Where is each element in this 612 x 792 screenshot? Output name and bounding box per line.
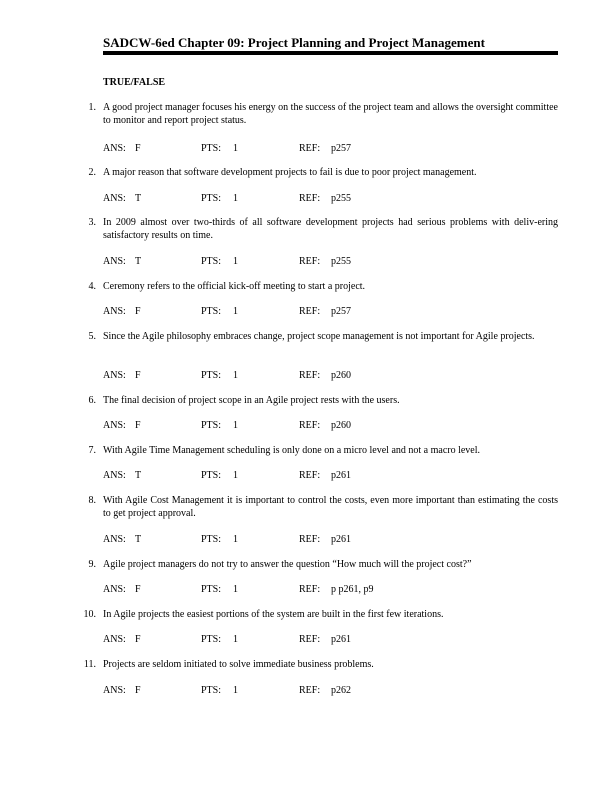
ans-label: ANS: xyxy=(103,370,126,381)
section-heading: TRUE/FALSE xyxy=(103,77,166,88)
question-text: In Agile projects the easiest portions of the system are built in the first few iterations. xyxy=(103,609,444,620)
ans-value: T xyxy=(135,256,142,267)
pts-value: 1 xyxy=(233,256,238,267)
pts-value: 1 xyxy=(233,634,238,645)
ans-value: F xyxy=(135,370,141,381)
question-number: 10. xyxy=(83,609,96,620)
answer-line xyxy=(0,684,612,697)
ans-label: ANS: xyxy=(103,420,126,431)
title-rule xyxy=(103,51,558,55)
ref-label: REF: xyxy=(299,143,321,154)
ans-value: F xyxy=(135,420,141,431)
question-number: 1. xyxy=(88,102,96,113)
pts-label: PTS: xyxy=(201,256,222,267)
ref-label: REF: xyxy=(299,370,321,381)
ans-value: T xyxy=(135,193,142,204)
pts-label: PTS: xyxy=(201,143,222,154)
pts-label: PTS: xyxy=(201,193,222,204)
answer-line xyxy=(0,192,612,205)
ans-label: ANS: xyxy=(103,584,126,595)
pts-value: 1 xyxy=(233,685,238,696)
answer-line xyxy=(0,255,612,268)
question-number: 7. xyxy=(88,445,96,456)
ans-value: T xyxy=(135,470,142,481)
pts-value: 1 xyxy=(233,193,238,204)
answer-line xyxy=(0,142,612,155)
pts-label: PTS: xyxy=(201,685,222,696)
answer-line xyxy=(0,305,612,318)
ans-value: F xyxy=(135,306,141,317)
ans-value: F xyxy=(135,584,141,595)
pts-label: PTS: xyxy=(201,534,222,545)
pts-value: 1 xyxy=(233,306,238,317)
pts-value: 1 xyxy=(233,534,238,545)
pts-value: 1 xyxy=(233,584,238,595)
pts-label: PTS: xyxy=(201,420,222,431)
question-number: 6. xyxy=(88,395,96,406)
pts-value: 1 xyxy=(233,143,238,154)
ans-label: ANS: xyxy=(103,470,126,481)
question-number: 11. xyxy=(83,659,96,670)
question-number: 9. xyxy=(88,559,96,570)
ref-value: p261 xyxy=(331,470,351,481)
answer-line xyxy=(0,533,612,546)
answer-line xyxy=(0,369,612,382)
question-text: Projects are seldom initiated to solve immediate business problems. xyxy=(103,659,374,670)
ans-value: F xyxy=(135,634,141,645)
question-text: The final decision of project scope in an Agile project rests with the users. xyxy=(103,395,400,406)
pts-label: PTS: xyxy=(201,584,222,595)
pts-label: PTS: xyxy=(201,634,222,645)
ans-value: F xyxy=(135,143,141,154)
question-number: 3. xyxy=(88,217,96,228)
ans-label: ANS: xyxy=(103,306,126,317)
ref-value: p257 xyxy=(331,143,351,154)
question-text: Ceremony refers to the official kick-off meeting to start a project. xyxy=(103,281,366,292)
ref-value: p p261, p9 xyxy=(331,584,374,595)
ans-label: ANS: xyxy=(103,685,126,696)
question-text: A major reason that software development projects to fail is due to poor project management. xyxy=(103,167,477,178)
pts-label: PTS: xyxy=(201,470,222,481)
ref-label: REF: xyxy=(299,420,321,431)
ref-label: REF: xyxy=(299,470,321,481)
ref-value: p261 xyxy=(331,634,351,645)
question-text: Agile project managers do not try to answer the question “How much will the project cost?” xyxy=(103,559,472,570)
ref-value: p260 xyxy=(331,420,351,431)
ref-label: REF: xyxy=(299,685,321,696)
ans-value: F xyxy=(135,685,141,696)
ans-label: ANS: xyxy=(103,534,126,545)
question-text: In 2009 almost over two-thirds of all software development projects had serious problems with deliv-ering satisfactory results on time. xyxy=(103,217,558,241)
pts-value: 1 xyxy=(233,370,238,381)
ref-label: REF: xyxy=(299,634,321,645)
answer-line xyxy=(0,583,612,596)
question-text: With Agile Cost Management it is important to control the costs, even more important than estimating the costs to get project approval. xyxy=(103,495,558,519)
page-title: SADCW-6ed Chapter 09: Project Planning and Project Management xyxy=(103,35,485,50)
ref-value: p261 xyxy=(331,534,351,545)
answer-line xyxy=(0,419,612,432)
ref-value: p255 xyxy=(331,193,351,204)
ans-label: ANS: xyxy=(103,634,126,645)
answer-line xyxy=(0,633,612,646)
ref-value: p260 xyxy=(331,370,351,381)
pts-label: PTS: xyxy=(201,370,222,381)
ref-label: REF: xyxy=(299,534,321,545)
ref-value: p257 xyxy=(331,306,351,317)
question-text: A good project manager focuses his energy on the success of the project team and allows the oversight committee to monitor and report project status. xyxy=(103,102,558,126)
ref-label: REF: xyxy=(299,256,321,267)
question-number: 2. xyxy=(88,167,96,178)
ref-value: p262 xyxy=(331,685,351,696)
ref-value: p255 xyxy=(331,256,351,267)
ans-label: ANS: xyxy=(103,256,126,267)
question-number: 5. xyxy=(88,331,96,342)
ans-label: ANS: xyxy=(103,143,126,154)
ans-value: T xyxy=(135,534,142,545)
pts-value: 1 xyxy=(233,420,238,431)
question-number: 4. xyxy=(88,281,96,292)
ref-label: REF: xyxy=(299,584,321,595)
question-text: Since the Agile philosophy embraces change, project scope management is not important for Agile projects. xyxy=(103,331,535,342)
question-text: With Agile Time Management scheduling is only done on a micro level and not a macro level. xyxy=(103,445,481,456)
ref-label: REF: xyxy=(299,306,321,317)
question-number: 8. xyxy=(88,495,96,506)
ref-label: REF: xyxy=(299,193,321,204)
pts-value: 1 xyxy=(233,470,238,481)
answer-line xyxy=(0,469,612,482)
ans-label: ANS: xyxy=(103,193,126,204)
pts-label: PTS: xyxy=(201,306,222,317)
